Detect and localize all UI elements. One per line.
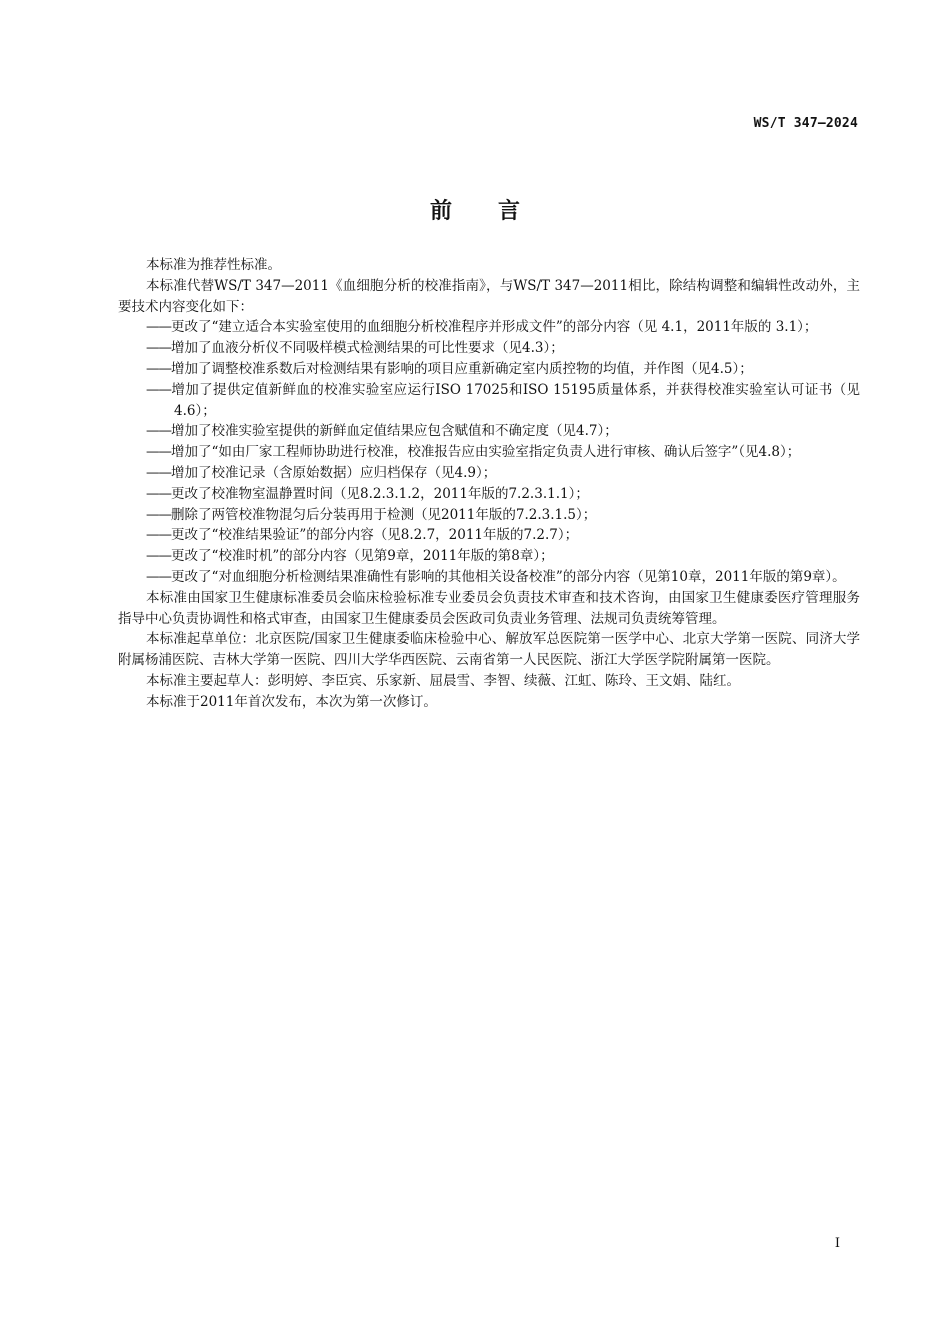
- change-text: 更改了校准物室温静置时间（见8.2.3.1.2，2011年版的7.2.3.1.1）；: [171, 485, 589, 502]
- change-list-item: [118, 567, 860, 588]
- dash-mark: ——: [146, 548, 171, 565]
- change-list-item: [118, 463, 860, 484]
- change-list-item: [118, 359, 860, 380]
- responsibility-paragraph: 本标准由国家卫生健康标准委员会临床检验标准专业委员会负责技术审查和技术咨询，由国家卫生健康委医疗管理服务指导中心负责协调性和格式审查，由国家卫生健康委员会医政司负责业务管理、法规司负责统筹管理。: [118, 589, 860, 627]
- change-text: 增加了提供定值新鲜血的校准实验室应运行ISO 17025和ISO 15195质量体系，并获得校准实验室认可证书（见4.6）；: [171, 381, 860, 419]
- document-code: WS/T 347—2024: [753, 116, 858, 131]
- change-list-item: [118, 380, 860, 422]
- drafting-units-paragraph: 本标准起草单位：北京医院/国家卫生健康委临床检验中心、解放军总医院第一医学中心、北京大学第一医院、同济大学附属杨浦医院、吉林大学第一医院、四川大学华西医院、云南省第一人民医院、浙江大学医学院附属第一医院。: [118, 631, 860, 669]
- dash-mark: ——: [146, 319, 171, 336]
- change-list-item: [118, 317, 860, 338]
- dash-mark: ——: [146, 485, 171, 502]
- change-text: 增加了校准记录（含原始数据）应归档保存（见4.9）；: [171, 464, 497, 481]
- dash-mark: ——: [146, 381, 171, 398]
- dash-mark: ——: [146, 464, 171, 481]
- change-list-item: [118, 505, 860, 526]
- dash-mark: ——: [146, 360, 171, 377]
- drafters-paragraph: 本标准主要起草人：彭明婷、李臣宾、乐家新、屈晨雪、李智、续薇、江虹、陈玲、王文娟、陆红。: [146, 672, 740, 689]
- revision-history-paragraph: 本标准于2011年首次发布，本次为第一次修订。: [146, 693, 437, 710]
- dash-mark: ——: [146, 423, 171, 440]
- change-text: 增加了调整校准系数后对检测结果有影响的项目应重新确定室内质控物的均值，并作图（见4.5）；: [171, 360, 753, 377]
- change-list-item: [118, 546, 860, 567]
- change-list-item: [118, 421, 860, 442]
- dash-mark: ——: [146, 444, 171, 461]
- change-list-item: [118, 525, 860, 546]
- page-number: I: [834, 1236, 840, 1251]
- dash-mark: ——: [146, 527, 171, 544]
- change-text: 增加了“如由厂家工程师协助进行校准，校准报告应由实验室指定负责人进行审核、确认后签字”（见4.8）；: [171, 444, 801, 461]
- change-text: 更改了“校准结果验证”的部分内容（见8.2.7，2011年版的7.2.7）；: [171, 527, 579, 544]
- change-text: 更改了“对血细胞分析检测结果准确性有影响的其他相关设备校准”的部分内容（见第10章，2011年版的第9章）。: [171, 568, 846, 585]
- intro-paragraph: 本标准代替WS/T 347—2011《血细胞分析的校准指南》，与WS/T 347—2011相比，除结构调整和编辑性改动外，主要技术内容变化如下：: [118, 277, 860, 315]
- change-text: 更改了“校准时机”的部分内容（见第9章，2011年版的第8章）；: [171, 548, 554, 565]
- change-list-item: [118, 484, 860, 505]
- dash-mark: ——: [146, 568, 171, 585]
- dash-mark: ——: [146, 340, 171, 357]
- dash-mark: ——: [146, 506, 171, 523]
- change-text: 删除了两管校准物混匀后分装再用于检测（见2011年版的7.2.3.1.5）；: [171, 506, 597, 523]
- change-text: 更改了“建立适合本实验室使用的血细胞分析校准程序并形成文件”的部分内容（见 4.1，2011年版的 3.1）；: [171, 319, 818, 336]
- change-list-item: [118, 442, 860, 463]
- foreword-body: [118, 255, 860, 713]
- change-text: 增加了血液分析仪不同吸样模式检测结果的可比性要求（见4.3）；: [171, 340, 564, 357]
- change-text: 增加了校准实验室提供的新鲜血定值结果应包含赋值和不确定度（见4.7）；: [171, 423, 618, 440]
- change-list-item: [118, 338, 860, 359]
- intro-paragraph: 本标准为推荐性标准。: [146, 257, 281, 273]
- page-title: 前言: [429, 199, 566, 224]
